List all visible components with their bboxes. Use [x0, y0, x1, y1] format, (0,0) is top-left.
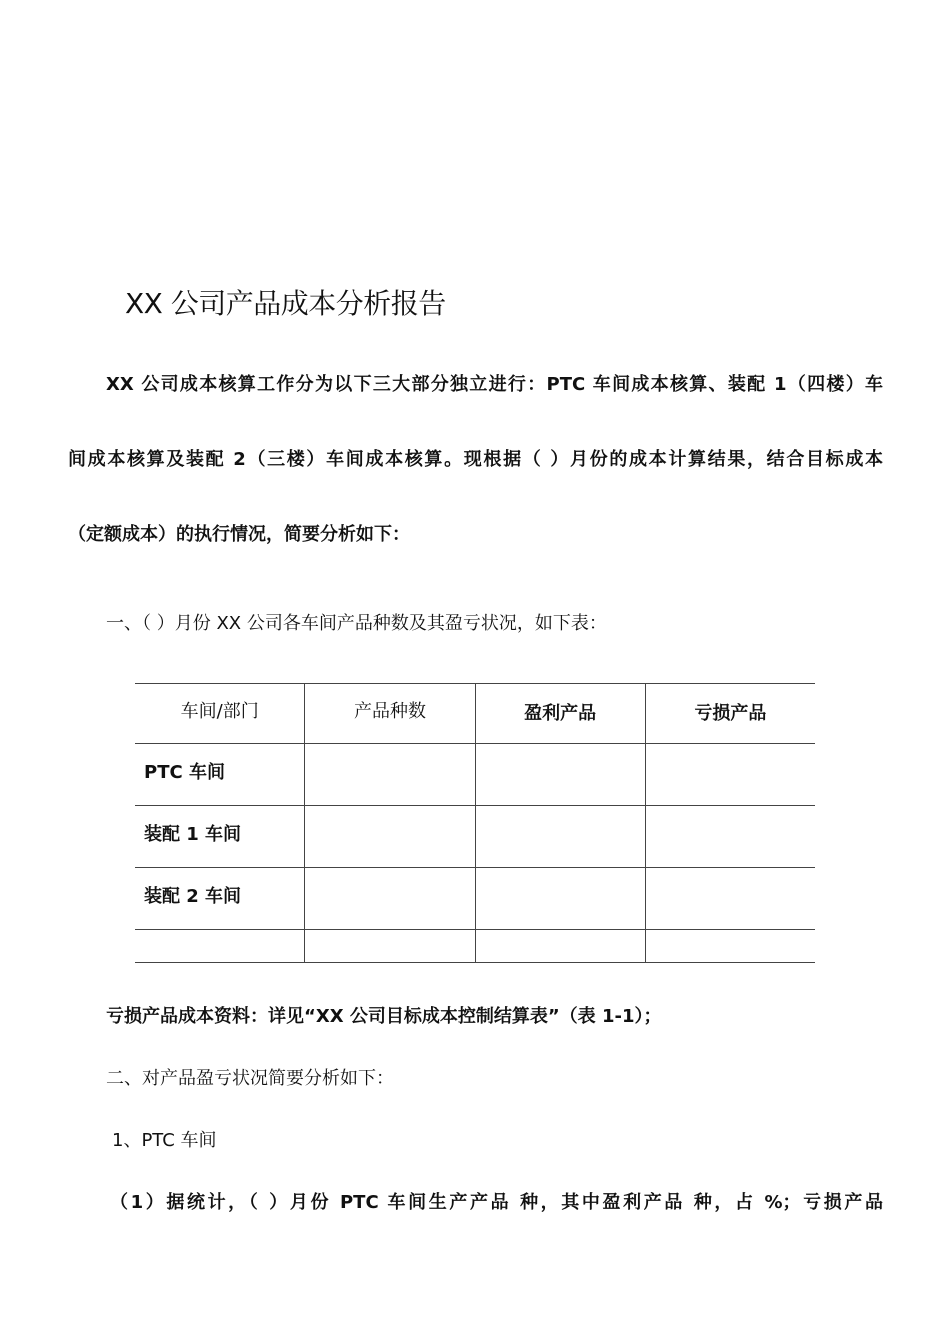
table-cell [475, 744, 645, 806]
table-cell [645, 744, 815, 806]
table-cell [305, 744, 475, 806]
table-cell [305, 806, 475, 868]
intro-line-2: 间成本核算及装配 2（三楼）车间成本核算。现根据（ ）月份的成本计算结果，结合目标成本 [68, 449, 883, 470]
table-cell [135, 930, 305, 963]
table-cell [475, 806, 645, 868]
row-label-ptc: PTC 车间 [135, 744, 305, 806]
table-row [135, 868, 815, 930]
table-row [135, 806, 815, 868]
table-cell [645, 868, 815, 930]
section-2-heading: 二、对产品盈亏状况简要分析如下： [106, 1068, 394, 1089]
loss-products-note: 亏损产品成本资料：详见“XX 公司目标成本控制结算表”（表 1-1）； [106, 1006, 662, 1027]
row-label-assembly-1: 装配 1 车间 [135, 806, 305, 868]
intro-line-3: （定额成本）的执行情况，简要分析如下： [68, 524, 410, 545]
table-cell [305, 930, 475, 963]
workshop-profit-table [135, 683, 815, 963]
document-title: XX 公司产品成本分析报告 [125, 287, 446, 320]
header-profit-products: 盈利产品 [475, 684, 645, 744]
table-cell [645, 806, 815, 868]
table-cell [305, 868, 475, 930]
table-row-empty [135, 930, 815, 963]
table-row [135, 744, 815, 806]
header-product-count: 产品种数 [305, 684, 475, 744]
header-workshop: 车间/部门 [135, 684, 305, 744]
table-cell [645, 930, 815, 963]
intro-line-1: XX 公司成本核算工作分为以下三大部分独立进行：PTC 车间成本核算、装配 1（四楼）车 [106, 374, 883, 395]
table-header-row [135, 684, 815, 744]
table-cell [475, 930, 645, 963]
ptc-statistics-paragraph: （1）据统计，（ ）月份 PTC 车间生产产品 种，其中盈利产品 种，占 %；亏损产品 [110, 1192, 883, 1213]
table-cell [475, 868, 645, 930]
subsection-ptc-heading: 1、PTC 车间 [112, 1130, 217, 1151]
header-loss-products: 亏损产品 [645, 684, 815, 744]
section-1-heading: 一、（ ）月份 XX 公司各车间产品种数及其盈亏状况，如下表： [106, 613, 607, 634]
row-label-assembly-2: 装配 2 车间 [135, 868, 305, 930]
intro-paragraph [68, 366, 883, 591]
